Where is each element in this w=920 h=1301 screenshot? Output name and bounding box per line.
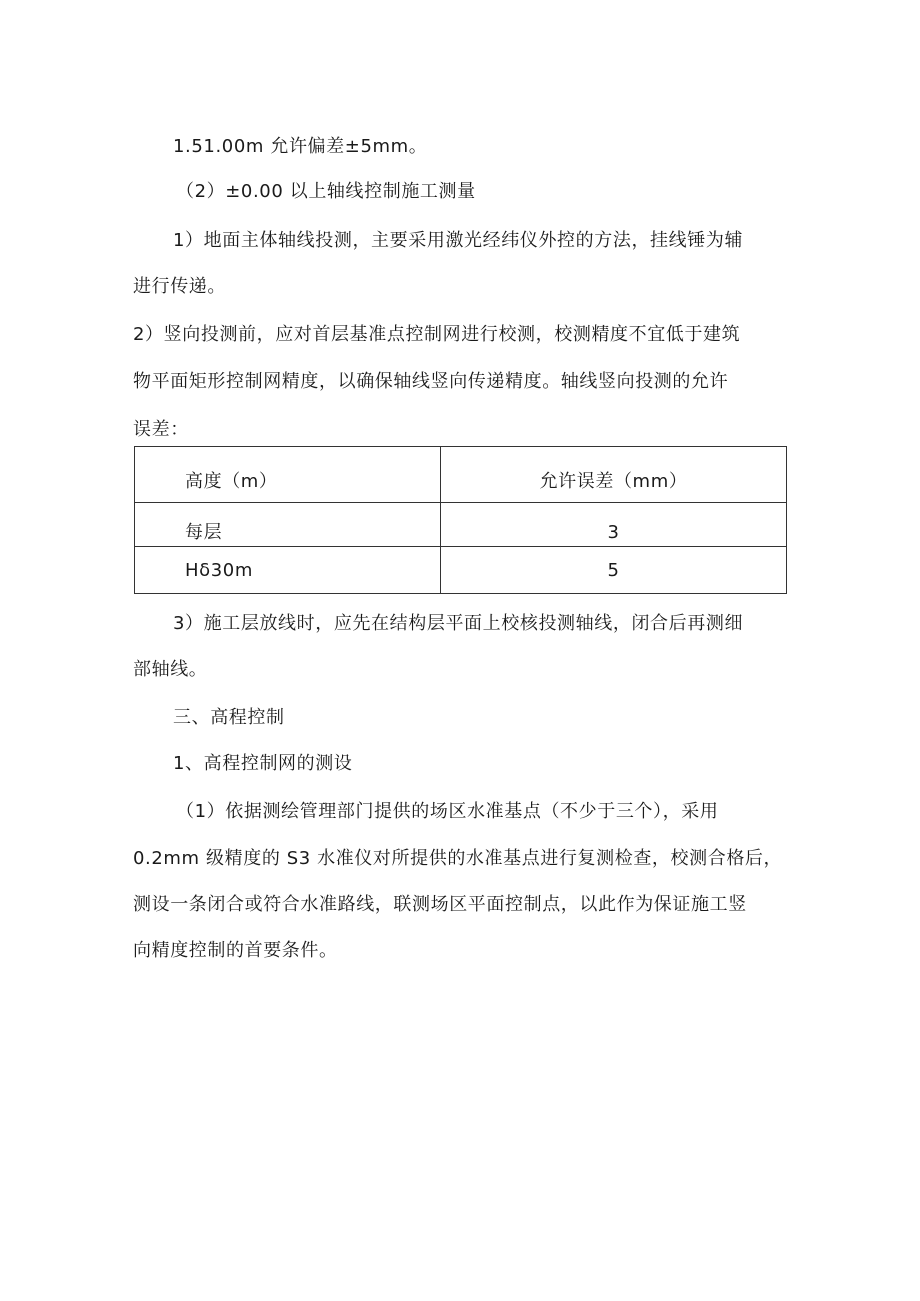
paragraph-elevation-line-2: 0.2mm 级精度的 S3 水准仪对所提供的水准基点进行复测检查，校测合格后， — [133, 848, 783, 869]
table-row-divider — [135, 502, 786, 503]
paragraph-item-2-line-2: 物平面矩形控制网精度，以确保轴线竖向传递精度。轴线竖向投测的允许 — [133, 371, 729, 392]
paragraph-item-3-line-1: 3）施工层放线时，应先在结构层平面上校核投测轴线，闭合后再测细 — [173, 613, 744, 634]
section-heading-elevation-control: 三、高程控制 — [173, 707, 285, 728]
paragraph-elevation-line-1: （1）依据测绘管理部门提供的场区水准基点（不少于三个），采用 — [176, 801, 719, 822]
paragraph-elevation-line-4: 向精度控制的首要条件。 — [133, 940, 338, 961]
paragraph-item-2-line-3: 误差： — [133, 419, 189, 440]
paragraph-item-1-line-1: 1）地面主体轴线投测，主要采用激光经纬仪外控的方法，挂线锤为辅 — [173, 230, 744, 251]
subsection-heading-elevation-network: 1、高程控制网的测设 — [173, 753, 353, 774]
table-header-tolerance: 允许误差（mm） — [539, 471, 688, 492]
table-cell-height: 每层 — [185, 522, 223, 543]
table-cell-height: Hδ30m — [185, 560, 253, 581]
paragraph-item-2-line-1: 2）竖向投测前，应对首层基准点控制网进行校测，校测精度不宜低于建筑 — [133, 324, 741, 345]
paragraph-tolerance: 1.51.00m 允许偏差±5mm。 — [173, 136, 428, 157]
paragraph-item-1-line-2: 进行传递。 — [133, 276, 226, 297]
table-cell-tolerance: 5 — [607, 560, 620, 581]
paragraph-item-3-line-2: 部轴线。 — [133, 659, 208, 680]
table-row-divider — [135, 546, 786, 547]
tolerance-table — [134, 446, 787, 594]
section-heading-axis-control: （2）±0.00 以上轴线控制施工测量 — [176, 181, 476, 202]
table-header-height: 高度（m） — [185, 471, 278, 492]
table-cell-tolerance: 3 — [607, 522, 620, 543]
paragraph-elevation-line-3: 测设一条闭合或符合水准路线，联测场区平面控制点，以此作为保证施工竖 — [133, 894, 747, 915]
